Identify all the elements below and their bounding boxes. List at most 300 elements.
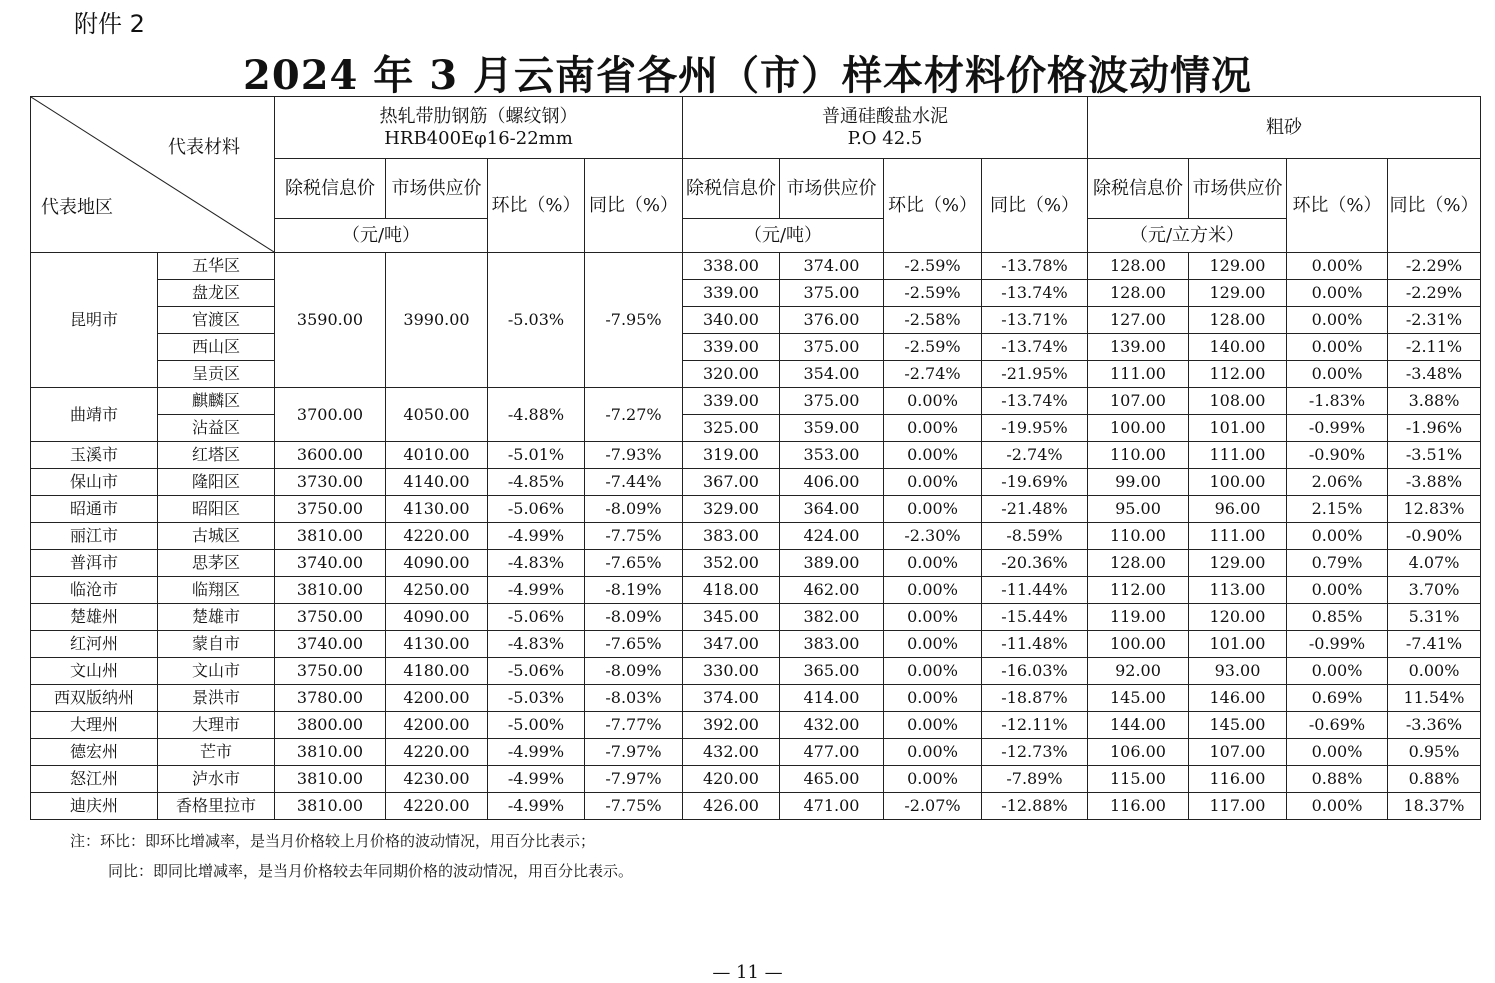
cement-market-cell: 465.00 <box>780 766 884 793</box>
steel-yoy-cell: -8.09% <box>585 658 683 685</box>
col-market-price: 市场供应价 <box>386 159 488 219</box>
steel-market-cell: 4230.00 <box>386 766 488 793</box>
steel-yoy-cell: -7.95% <box>585 253 683 388</box>
col-mom: 环比（%） <box>488 159 585 253</box>
table-row <box>31 577 1481 604</box>
sand-tax-cell: 128.00 <box>1088 550 1189 577</box>
steel-market-cell: 3990.00 <box>386 253 488 388</box>
district-cell: 景洪市 <box>158 685 275 712</box>
steel-mom-cell: -4.88% <box>488 388 585 442</box>
district-cell: 楚雄市 <box>158 604 275 631</box>
cement-yoy-cell: -7.89% <box>982 766 1088 793</box>
table-row <box>31 334 1481 361</box>
sand-yoy-cell: -2.29% <box>1388 280 1481 307</box>
col-mom: 环比（%） <box>1287 159 1388 253</box>
col-yoy: 同比（%） <box>1388 159 1481 253</box>
sand-yoy-cell: 0.88% <box>1388 766 1481 793</box>
city-cell: 文山州 <box>31 658 158 685</box>
sand-yoy-cell: 18.37% <box>1388 793 1481 820</box>
cement-market-cell: 353.00 <box>780 442 884 469</box>
material-header-cement <box>683 97 1088 159</box>
col-tax-price: 除税信息价 <box>683 159 780 219</box>
sand-market-cell: 111.00 <box>1189 442 1287 469</box>
cement-tax-cell: 347.00 <box>683 631 780 658</box>
sand-mom-cell: 2.15% <box>1287 496 1388 523</box>
city-cell: 大理州 <box>31 712 158 739</box>
sand-market-cell: 100.00 <box>1189 469 1287 496</box>
col-yoy: 同比（%） <box>982 159 1088 253</box>
sand-yoy-cell: 3.70% <box>1388 577 1481 604</box>
sand-tax-cell: 116.00 <box>1088 793 1189 820</box>
cement-mom-cell: 0.00% <box>884 658 982 685</box>
steel-mom-cell: -4.83% <box>488 631 585 658</box>
district-cell: 沾益区 <box>158 415 275 442</box>
district-cell: 昭阳区 <box>158 496 275 523</box>
steel-tax-cell: 3740.00 <box>275 631 386 658</box>
steel-mom-cell: -5.06% <box>488 496 585 523</box>
sand-mom-cell: 0.00% <box>1287 280 1388 307</box>
cement-mom-cell: 0.00% <box>884 712 982 739</box>
city-cell: 普洱市 <box>31 550 158 577</box>
cement-market-cell: 375.00 <box>780 334 884 361</box>
sand-mom-cell: -1.83% <box>1287 388 1388 415</box>
material-header-sand: 粗砂 <box>1088 97 1481 159</box>
sand-tax-cell: 127.00 <box>1088 307 1189 334</box>
cement-market-cell: 432.00 <box>780 712 884 739</box>
table-row <box>31 496 1481 523</box>
sand-mom-cell: -0.99% <box>1287 631 1388 658</box>
material-spec: P.O 42.5 <box>847 127 923 149</box>
steel-market-cell: 4220.00 <box>386 523 488 550</box>
steel-tax-cell: 3590.00 <box>275 253 386 388</box>
unit-label: （元/吨） <box>683 219 884 253</box>
cement-tax-cell: 392.00 <box>683 712 780 739</box>
district-cell: 盘龙区 <box>158 280 275 307</box>
steel-mom-cell: -4.99% <box>488 739 585 766</box>
unit-label: （元/吨） <box>275 219 488 253</box>
steel-mom-cell: -4.85% <box>488 469 585 496</box>
sand-mom-cell: 0.00% <box>1287 577 1388 604</box>
steel-market-cell: 4090.00 <box>386 550 488 577</box>
material-spec: HRB400Eφ16-22mm <box>384 127 573 149</box>
corner-diagonal <box>31 97 274 252</box>
sand-tax-cell: 112.00 <box>1088 577 1189 604</box>
sand-yoy-cell: -3.51% <box>1388 442 1481 469</box>
sand-yoy-cell: 4.07% <box>1388 550 1481 577</box>
sand-yoy-cell: -0.90% <box>1388 523 1481 550</box>
city-cell: 昭通市 <box>31 496 158 523</box>
cement-tax-cell: 330.00 <box>683 658 780 685</box>
sand-market-cell: 107.00 <box>1189 739 1287 766</box>
cement-market-cell: 365.00 <box>780 658 884 685</box>
col-yoy: 同比（%） <box>585 159 683 253</box>
cement-yoy-cell: -12.88% <box>982 793 1088 820</box>
cement-mom-cell: 0.00% <box>884 415 982 442</box>
cement-yoy-cell: -21.48% <box>982 496 1088 523</box>
district-cell: 临翔区 <box>158 577 275 604</box>
cement-mom-cell: 0.00% <box>884 469 982 496</box>
district-cell: 芒市 <box>158 739 275 766</box>
city-cell: 玉溪市 <box>31 442 158 469</box>
cement-market-cell: 414.00 <box>780 685 884 712</box>
city-cell: 丽江市 <box>31 523 158 550</box>
sand-yoy-cell: 12.83% <box>1388 496 1481 523</box>
cement-market-cell: 389.00 <box>780 550 884 577</box>
cement-market-cell: 406.00 <box>780 469 884 496</box>
cement-mom-cell: 0.00% <box>884 388 982 415</box>
steel-tax-cell: 3810.00 <box>275 523 386 550</box>
district-cell: 思茅区 <box>158 550 275 577</box>
table-row <box>31 523 1481 550</box>
corner-region-label: 代表地区 <box>41 197 113 218</box>
cement-mom-cell: -2.30% <box>884 523 982 550</box>
col-tax-price: 除税信息价 <box>275 159 386 219</box>
material-name: 热轧带肋钢筋（螺纹钢） <box>379 105 578 127</box>
table-row <box>31 469 1481 496</box>
cement-yoy-cell: -19.69% <box>982 469 1088 496</box>
steel-yoy-cell: -7.44% <box>585 469 683 496</box>
sand-tax-cell: 110.00 <box>1088 523 1189 550</box>
cement-tax-cell: 352.00 <box>683 550 780 577</box>
steel-mom-cell: -5.06% <box>488 658 585 685</box>
cement-tax-cell: 339.00 <box>683 280 780 307</box>
cement-yoy-cell: -11.44% <box>982 577 1088 604</box>
cement-market-cell: 359.00 <box>780 415 884 442</box>
district-cell: 蒙自市 <box>158 631 275 658</box>
steel-mom-cell: -5.03% <box>488 685 585 712</box>
cement-tax-cell: 320.00 <box>683 361 780 388</box>
cement-tax-cell: 319.00 <box>683 442 780 469</box>
table-row <box>31 712 1481 739</box>
steel-mom-cell: -4.99% <box>488 766 585 793</box>
cement-tax-cell: 325.00 <box>683 415 780 442</box>
table-row <box>31 766 1481 793</box>
district-cell: 官渡区 <box>158 307 275 334</box>
sand-market-cell: 117.00 <box>1189 793 1287 820</box>
steel-tax-cell: 3700.00 <box>275 388 386 442</box>
sand-tax-cell: 106.00 <box>1088 739 1189 766</box>
steel-market-cell: 4220.00 <box>386 793 488 820</box>
cement-yoy-cell: -13.74% <box>982 280 1088 307</box>
steel-mom-cell: -4.99% <box>488 793 585 820</box>
sand-market-cell: 96.00 <box>1189 496 1287 523</box>
sand-market-cell: 146.00 <box>1189 685 1287 712</box>
steel-yoy-cell: -8.09% <box>585 496 683 523</box>
steel-tax-cell: 3750.00 <box>275 604 386 631</box>
steel-market-cell: 4130.00 <box>386 496 488 523</box>
sand-yoy-cell: -2.31% <box>1388 307 1481 334</box>
steel-yoy-cell: -7.97% <box>585 766 683 793</box>
steel-market-cell: 4130.00 <box>386 631 488 658</box>
steel-mom-cell: -5.00% <box>488 712 585 739</box>
cement-tax-cell: 339.00 <box>683 388 780 415</box>
sand-market-cell: 129.00 <box>1189 280 1287 307</box>
sand-tax-cell: 95.00 <box>1088 496 1189 523</box>
sand-mom-cell: 0.00% <box>1287 361 1388 388</box>
city-cell: 楚雄州 <box>31 604 158 631</box>
steel-tax-cell: 3740.00 <box>275 550 386 577</box>
steel-market-cell: 4180.00 <box>386 658 488 685</box>
sand-mom-cell: 0.00% <box>1287 307 1388 334</box>
cement-mom-cell: 0.00% <box>884 685 982 712</box>
cement-market-cell: 376.00 <box>780 307 884 334</box>
steel-mom-cell: -4.83% <box>488 550 585 577</box>
cement-yoy-cell: -13.71% <box>982 307 1088 334</box>
steel-tax-cell: 3780.00 <box>275 685 386 712</box>
sand-tax-cell: 144.00 <box>1088 712 1189 739</box>
col-market-price: 市场供应价 <box>780 159 884 219</box>
district-cell: 大理市 <box>158 712 275 739</box>
cement-yoy-cell: -13.78% <box>982 253 1088 280</box>
cement-market-cell: 354.00 <box>780 361 884 388</box>
cement-yoy-cell: -11.48% <box>982 631 1088 658</box>
district-cell: 麒麟区 <box>158 388 275 415</box>
cement-yoy-cell: -13.74% <box>982 334 1088 361</box>
city-cell: 曲靖市 <box>31 388 158 442</box>
table-row <box>31 442 1481 469</box>
cement-market-cell: 382.00 <box>780 604 884 631</box>
sand-market-cell: 101.00 <box>1189 415 1287 442</box>
cement-market-cell: 462.00 <box>780 577 884 604</box>
cement-yoy-cell: -8.59% <box>982 523 1088 550</box>
cement-tax-cell: 418.00 <box>683 577 780 604</box>
sand-market-cell: 128.00 <box>1189 307 1287 334</box>
cement-tax-cell: 420.00 <box>683 766 780 793</box>
cement-yoy-cell: -12.11% <box>982 712 1088 739</box>
corner-material-label: 代表材料 <box>168 137 240 158</box>
sand-tax-cell: 139.00 <box>1088 334 1189 361</box>
steel-yoy-cell: -8.19% <box>585 577 683 604</box>
cement-mom-cell: -2.07% <box>884 793 982 820</box>
sand-market-cell: 129.00 <box>1189 550 1287 577</box>
cement-yoy-cell: -12.73% <box>982 739 1088 766</box>
steel-mom-cell: -5.01% <box>488 442 585 469</box>
city-cell: 保山市 <box>31 469 158 496</box>
steel-tax-cell: 3750.00 <box>275 658 386 685</box>
sand-mom-cell: 0.88% <box>1287 766 1388 793</box>
sand-tax-cell: 107.00 <box>1088 388 1189 415</box>
footnotes <box>70 826 633 886</box>
sand-mom-cell: 0.79% <box>1287 550 1388 577</box>
sand-yoy-cell: 11.54% <box>1388 685 1481 712</box>
table-row <box>31 631 1481 658</box>
city-cell: 西双版纳州 <box>31 685 158 712</box>
cement-mom-cell: -2.59% <box>884 334 982 361</box>
table-row <box>31 685 1481 712</box>
steel-tax-cell: 3800.00 <box>275 712 386 739</box>
cement-tax-cell: 374.00 <box>683 685 780 712</box>
attachment-label: 附件 2 <box>74 10 145 38</box>
steel-yoy-cell: -7.75% <box>585 523 683 550</box>
page-number: — 11 — <box>712 962 783 983</box>
steel-yoy-cell: -7.77% <box>585 712 683 739</box>
price-table <box>30 96 1481 820</box>
sand-mom-cell: 0.00% <box>1287 658 1388 685</box>
city-cell: 临沧市 <box>31 577 158 604</box>
sand-mom-cell: 0.00% <box>1287 523 1388 550</box>
sand-yoy-cell: -2.11% <box>1388 334 1481 361</box>
steel-yoy-cell: -8.03% <box>585 685 683 712</box>
cement-tax-cell: 426.00 <box>683 793 780 820</box>
steel-yoy-cell: -7.65% <box>585 631 683 658</box>
cement-mom-cell: 0.00% <box>884 496 982 523</box>
steel-tax-cell: 3810.00 <box>275 739 386 766</box>
table-row <box>31 253 1481 280</box>
cement-mom-cell: 0.00% <box>884 577 982 604</box>
table-row <box>31 658 1481 685</box>
sand-tax-cell: 99.00 <box>1088 469 1189 496</box>
cement-market-cell: 374.00 <box>780 253 884 280</box>
district-cell: 西山区 <box>158 334 275 361</box>
sand-market-cell: 112.00 <box>1189 361 1287 388</box>
sand-market-cell: 140.00 <box>1189 334 1287 361</box>
material-header-steel <box>275 97 683 159</box>
district-cell: 文山市 <box>158 658 275 685</box>
sand-yoy-cell: -2.29% <box>1388 253 1481 280</box>
cement-mom-cell: 0.00% <box>884 739 982 766</box>
cement-mom-cell: 0.00% <box>884 631 982 658</box>
sand-yoy-cell: 0.00% <box>1388 658 1481 685</box>
cement-yoy-cell: -18.87% <box>982 685 1088 712</box>
sand-yoy-cell: 3.88% <box>1388 388 1481 415</box>
sand-tax-cell: 111.00 <box>1088 361 1189 388</box>
cement-yoy-cell: -20.36% <box>982 550 1088 577</box>
table-row <box>31 361 1481 388</box>
steel-market-cell: 4090.00 <box>386 604 488 631</box>
col-tax-price: 除税信息价 <box>1088 159 1189 219</box>
cement-tax-cell: 345.00 <box>683 604 780 631</box>
col-mom: 环比（%） <box>884 159 982 253</box>
cement-yoy-cell: -2.74% <box>982 442 1088 469</box>
sand-mom-cell: 0.00% <box>1287 334 1388 361</box>
steel-tax-cell: 3810.00 <box>275 577 386 604</box>
district-cell: 红塔区 <box>158 442 275 469</box>
sand-tax-cell: 128.00 <box>1088 280 1189 307</box>
table-row <box>31 280 1481 307</box>
steel-tax-cell: 3810.00 <box>275 793 386 820</box>
cement-mom-cell: 0.00% <box>884 442 982 469</box>
sand-tax-cell: 128.00 <box>1088 253 1189 280</box>
cement-market-cell: 383.00 <box>780 631 884 658</box>
city-cell: 昆明市 <box>31 253 158 388</box>
sand-tax-cell: 119.00 <box>1088 604 1189 631</box>
district-cell: 隆阳区 <box>158 469 275 496</box>
cement-tax-cell: 432.00 <box>683 739 780 766</box>
table-row <box>31 415 1481 442</box>
cement-market-cell: 375.00 <box>780 280 884 307</box>
cement-mom-cell: -2.59% <box>884 280 982 307</box>
district-cell: 泸水市 <box>158 766 275 793</box>
sand-tax-cell: 115.00 <box>1088 766 1189 793</box>
steel-yoy-cell: -7.97% <box>585 739 683 766</box>
sand-market-cell: 108.00 <box>1189 388 1287 415</box>
city-cell: 德宏州 <box>31 739 158 766</box>
cement-yoy-cell: -13.74% <box>982 388 1088 415</box>
material-name: 普通硅酸盐水泥 <box>822 105 948 127</box>
sand-mom-cell: 0.00% <box>1287 253 1388 280</box>
cement-yoy-cell: -16.03% <box>982 658 1088 685</box>
sand-mom-cell: -0.99% <box>1287 415 1388 442</box>
sand-yoy-cell: -3.88% <box>1388 469 1481 496</box>
table-row <box>31 793 1481 820</box>
cement-market-cell: 424.00 <box>780 523 884 550</box>
city-cell: 怒江州 <box>31 766 158 793</box>
district-cell: 香格里拉市 <box>158 793 275 820</box>
table-row <box>31 604 1481 631</box>
steel-yoy-cell: -7.65% <box>585 550 683 577</box>
steel-mom-cell: -5.06% <box>488 604 585 631</box>
steel-market-cell: 4250.00 <box>386 577 488 604</box>
unit-label: （元/立方米） <box>1088 219 1287 253</box>
sand-market-cell: 101.00 <box>1189 631 1287 658</box>
footnote-mom: 注：环比：即环比增减率，是当月价格较上月价格的波动情况，用百分比表示； <box>70 832 596 850</box>
cement-mom-cell: -2.58% <box>884 307 982 334</box>
table-row <box>31 307 1481 334</box>
cement-yoy-cell: -19.95% <box>982 415 1088 442</box>
sand-yoy-cell: -1.96% <box>1388 415 1481 442</box>
table-row <box>31 739 1481 766</box>
cement-yoy-cell: -21.95% <box>982 361 1088 388</box>
city-cell: 红河州 <box>31 631 158 658</box>
col-market-price: 市场供应价 <box>1189 159 1287 219</box>
cement-mom-cell: 0.00% <box>884 766 982 793</box>
cement-mom-cell: -2.74% <box>884 361 982 388</box>
cement-tax-cell: 339.00 <box>683 334 780 361</box>
steel-tax-cell: 3810.00 <box>275 766 386 793</box>
sand-market-cell: 145.00 <box>1189 712 1287 739</box>
cement-tax-cell: 340.00 <box>683 307 780 334</box>
cement-market-cell: 471.00 <box>780 793 884 820</box>
corner-header-cell <box>31 97 275 253</box>
steel-market-cell: 4010.00 <box>386 442 488 469</box>
cement-mom-cell: 0.00% <box>884 604 982 631</box>
steel-market-cell: 4200.00 <box>386 712 488 739</box>
cement-market-cell: 364.00 <box>780 496 884 523</box>
city-cell: 迪庆州 <box>31 793 158 820</box>
cement-yoy-cell: -15.44% <box>982 604 1088 631</box>
cement-market-cell: 477.00 <box>780 739 884 766</box>
steel-mom-cell: -4.99% <box>488 577 585 604</box>
sand-tax-cell: 92.00 <box>1088 658 1189 685</box>
sand-tax-cell: 100.00 <box>1088 415 1189 442</box>
cement-mom-cell: 0.00% <box>884 550 982 577</box>
table-row <box>31 388 1481 415</box>
sand-market-cell: 129.00 <box>1189 253 1287 280</box>
sand-market-cell: 116.00 <box>1189 766 1287 793</box>
sand-yoy-cell: 0.95% <box>1388 739 1481 766</box>
sand-mom-cell: 0.85% <box>1287 604 1388 631</box>
cement-market-cell: 375.00 <box>780 388 884 415</box>
sand-yoy-cell: -7.41% <box>1388 631 1481 658</box>
sand-yoy-cell: 5.31% <box>1388 604 1481 631</box>
steel-tax-cell: 3750.00 <box>275 496 386 523</box>
table-row <box>31 550 1481 577</box>
sand-mom-cell: 0.00% <box>1287 739 1388 766</box>
steel-yoy-cell: -7.27% <box>585 388 683 442</box>
sand-mom-cell: -0.90% <box>1287 442 1388 469</box>
sand-mom-cell: -0.69% <box>1287 712 1388 739</box>
sand-tax-cell: 110.00 <box>1088 442 1189 469</box>
sand-tax-cell: 145.00 <box>1088 685 1189 712</box>
cement-tax-cell: 329.00 <box>683 496 780 523</box>
sand-market-cell: 111.00 <box>1189 523 1287 550</box>
steel-yoy-cell: -8.09% <box>585 604 683 631</box>
steel-market-cell: 4140.00 <box>386 469 488 496</box>
cement-mom-cell: -2.59% <box>884 253 982 280</box>
steel-tax-cell: 3600.00 <box>275 442 386 469</box>
sand-market-cell: 113.00 <box>1189 577 1287 604</box>
sand-mom-cell: 0.69% <box>1287 685 1388 712</box>
